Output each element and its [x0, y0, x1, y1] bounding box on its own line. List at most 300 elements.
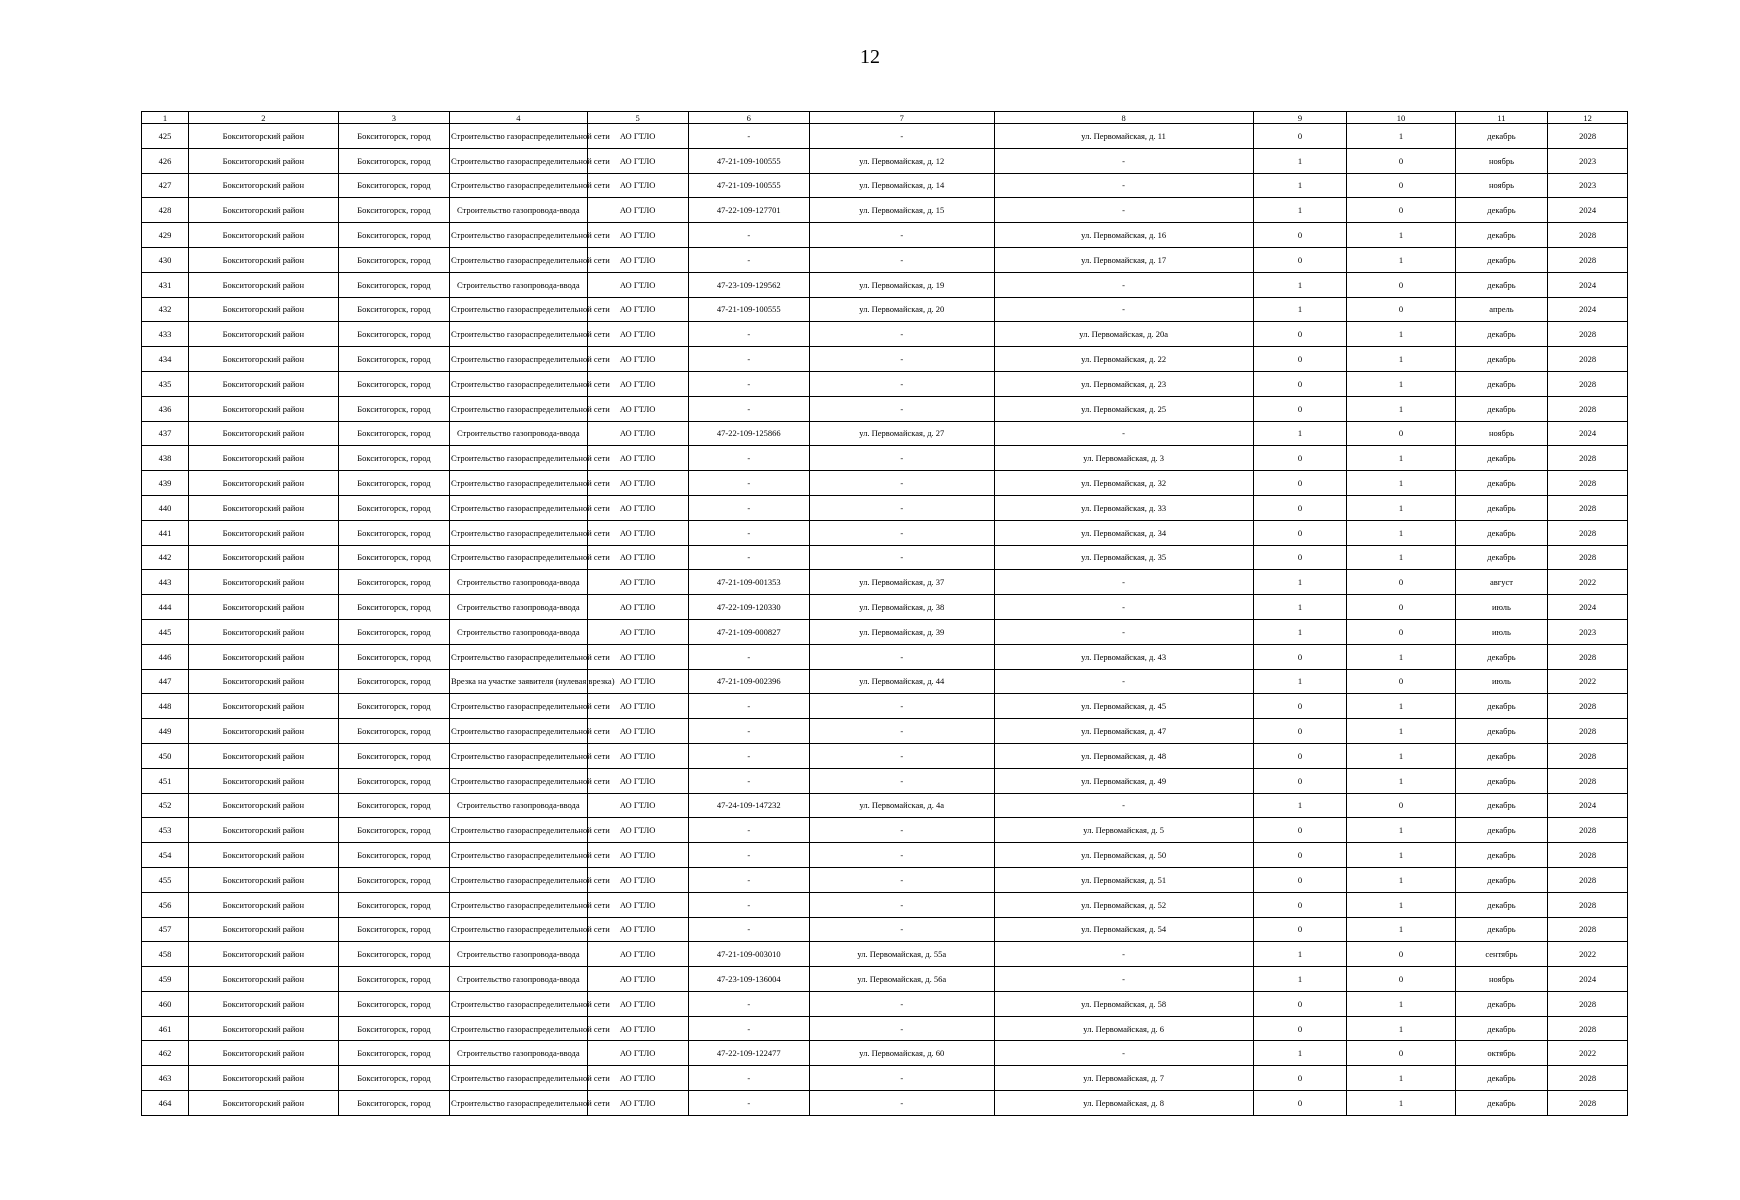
work-type-cell: Строительство газораспределительной сети — [449, 1091, 587, 1116]
count-a-cell: 0 — [1253, 719, 1347, 744]
count-b-cell: 0 — [1347, 272, 1455, 297]
month-cell: декабрь — [1455, 247, 1548, 272]
district-cell: Бокситогорский район — [188, 471, 338, 496]
month-cell: декабрь — [1455, 694, 1548, 719]
district-cell: Бокситогорский район — [188, 322, 338, 347]
column-header: 8 — [994, 112, 1253, 124]
row-number-cell: 463 — [142, 1066, 189, 1091]
contract-number-cell: - — [688, 371, 809, 396]
work-type-cell: Строительство газопровода-ввода — [449, 1041, 587, 1066]
district-cell: Бокситогорский район — [188, 495, 338, 520]
address-cell: - — [809, 247, 994, 272]
month-cell: декабрь — [1455, 124, 1548, 149]
contract-number-cell: - — [688, 1091, 809, 1116]
row-number-cell: 446 — [142, 644, 189, 669]
row-number-cell: 436 — [142, 396, 189, 421]
address-cell: - — [809, 867, 994, 892]
table-row — [142, 942, 1628, 967]
count-a-cell: 1 — [1253, 570, 1347, 595]
district-cell: Бокситогорский район — [188, 917, 338, 942]
address-cell: - — [809, 495, 994, 520]
table-row — [142, 867, 1628, 892]
organization-cell: АО ГТЛО — [587, 942, 688, 967]
address-cell: ул. Первомайская, д. 19 — [809, 272, 994, 297]
address-cell: ул. Первомайская, д. 56а — [809, 967, 994, 992]
row-number-cell: 438 — [142, 446, 189, 471]
count-a-cell: 0 — [1253, 892, 1347, 917]
table-row — [142, 1066, 1628, 1091]
contract-number-cell: 47-23-109-129562 — [688, 272, 809, 297]
month-cell: ноябрь — [1455, 421, 1548, 446]
organization-cell: АО ГТЛО — [587, 173, 688, 198]
year-cell: 2028 — [1548, 818, 1628, 843]
work-type-cell: Строительство газопровода-ввода — [449, 421, 587, 446]
row-number-cell: 433 — [142, 322, 189, 347]
address-network-cell: - — [994, 198, 1253, 223]
month-cell: декабрь — [1455, 322, 1548, 347]
header-row — [142, 112, 1628, 124]
district-cell: Бокситогорский район — [188, 619, 338, 644]
column-header: 7 — [809, 112, 994, 124]
month-cell: декабрь — [1455, 793, 1548, 818]
settlement-cell: Бокситогорск, город — [338, 867, 449, 892]
address-cell: ул. Первомайская, д. 39 — [809, 619, 994, 644]
row-number-cell: 430 — [142, 247, 189, 272]
year-cell: 2028 — [1548, 991, 1628, 1016]
address-cell: - — [809, 322, 994, 347]
year-cell: 2024 — [1548, 272, 1628, 297]
count-a-cell: 0 — [1253, 843, 1347, 868]
organization-cell: АО ГТЛО — [587, 371, 688, 396]
work-type-cell: Строительство газораспределительной сети — [449, 223, 587, 248]
organization-cell: АО ГТЛО — [587, 595, 688, 620]
district-cell: Бокситогорский район — [188, 669, 338, 694]
address-cell: ул. Первомайская, д. 55а — [809, 942, 994, 967]
work-type-cell: Строительство газопровода-ввода — [449, 967, 587, 992]
organization-cell: АО ГТЛО — [587, 644, 688, 669]
organization-cell: АО ГТЛО — [587, 570, 688, 595]
work-type-cell: Строительство газопровода-ввода — [449, 595, 587, 620]
organization-cell: АО ГТЛО — [587, 917, 688, 942]
work-type-cell: Строительство газораспределительной сети — [449, 124, 587, 149]
contract-number-cell: 47-23-109-136004 — [688, 967, 809, 992]
contract-number-cell: - — [688, 1066, 809, 1091]
organization-cell: АО ГТЛО — [587, 843, 688, 868]
organization-cell: АО ГТЛО — [587, 619, 688, 644]
settlement-cell: Бокситогорск, город — [338, 1041, 449, 1066]
count-b-cell: 1 — [1347, 396, 1455, 421]
address-network-cell: - — [994, 793, 1253, 818]
settlement-cell: Бокситогорск, город — [338, 520, 449, 545]
year-cell: 2028 — [1548, 322, 1628, 347]
count-b-cell: 1 — [1347, 1066, 1455, 1091]
year-cell: 2028 — [1548, 917, 1628, 942]
settlement-cell: Бокситогорск, город — [338, 843, 449, 868]
district-cell: Бокситогорский район — [188, 818, 338, 843]
row-number-cell: 427 — [142, 173, 189, 198]
work-type-cell: Строительство газораспределительной сети — [449, 471, 587, 496]
table-row — [142, 396, 1628, 421]
contract-number-cell: - — [688, 446, 809, 471]
address-network-cell: ул. Первомайская, д. 52 — [994, 892, 1253, 917]
year-cell: 2024 — [1548, 421, 1628, 446]
work-type-cell: Строительство газораспределительной сети — [449, 1066, 587, 1091]
district-cell: Бокситогорский район — [188, 991, 338, 1016]
contract-number-cell: - — [688, 991, 809, 1016]
data-table — [141, 111, 1628, 1116]
address-cell: - — [809, 520, 994, 545]
organization-cell: АО ГТЛО — [587, 967, 688, 992]
table-row — [142, 991, 1628, 1016]
year-cell: 2024 — [1548, 793, 1628, 818]
count-b-cell: 1 — [1347, 347, 1455, 372]
contract-number-cell: 47-21-109-003010 — [688, 942, 809, 967]
month-cell: август — [1455, 570, 1548, 595]
month-cell: ноябрь — [1455, 967, 1548, 992]
address-cell: ул. Первомайская, д. 38 — [809, 595, 994, 620]
year-cell: 2028 — [1548, 768, 1628, 793]
address-network-cell: ул. Первомайская, д. 32 — [994, 471, 1253, 496]
contract-number-cell: 47-21-109-002396 — [688, 669, 809, 694]
work-type-cell: Строительство газораспределительной сети — [449, 495, 587, 520]
row-number-cell: 462 — [142, 1041, 189, 1066]
table-row — [142, 1016, 1628, 1041]
work-type-cell: Строительство газораспределительной сети — [449, 644, 587, 669]
work-type-cell: Строительство газораспределительной сети — [449, 446, 587, 471]
count-b-cell: 1 — [1347, 545, 1455, 570]
count-b-cell: 1 — [1347, 917, 1455, 942]
count-a-cell: 0 — [1253, 520, 1347, 545]
count-a-cell: 0 — [1253, 322, 1347, 347]
table-row — [142, 917, 1628, 942]
table-row — [142, 198, 1628, 223]
settlement-cell: Бокситогорск, город — [338, 371, 449, 396]
month-cell: октябрь — [1455, 1041, 1548, 1066]
address-network-cell: ул. Первомайская, д. 51 — [994, 867, 1253, 892]
year-cell: 2028 — [1548, 223, 1628, 248]
count-b-cell: 1 — [1347, 719, 1455, 744]
month-cell: июль — [1455, 595, 1548, 620]
count-a-cell: 1 — [1253, 967, 1347, 992]
month-cell: декабрь — [1455, 719, 1548, 744]
row-number-cell: 453 — [142, 818, 189, 843]
column-header: 1 — [142, 112, 189, 124]
settlement-cell: Бокситогорск, город — [338, 1016, 449, 1041]
table-row — [142, 793, 1628, 818]
settlement-cell: Бокситогорск, город — [338, 471, 449, 496]
organization-cell: АО ГТЛО — [587, 446, 688, 471]
table-row — [142, 446, 1628, 471]
year-cell: 2028 — [1548, 371, 1628, 396]
year-cell: 2023 — [1548, 148, 1628, 173]
address-network-cell: - — [994, 967, 1253, 992]
year-cell: 2028 — [1548, 867, 1628, 892]
work-type-cell: Строительство газораспределительной сети — [449, 396, 587, 421]
address-network-cell: - — [994, 421, 1253, 446]
address-network-cell: ул. Первомайская, д. 33 — [994, 495, 1253, 520]
address-network-cell: - — [994, 272, 1253, 297]
settlement-cell: Бокситогорск, город — [338, 1091, 449, 1116]
contract-number-cell: 47-21-109-001353 — [688, 570, 809, 595]
settlement-cell: Бокситогорск, город — [338, 892, 449, 917]
address-network-cell: ул. Первомайская, д. 17 — [994, 247, 1253, 272]
organization-cell: АО ГТЛО — [587, 719, 688, 744]
month-cell: ноябрь — [1455, 173, 1548, 198]
settlement-cell: Бокситогорск, город — [338, 967, 449, 992]
address-network-cell: - — [994, 619, 1253, 644]
contract-number-cell: - — [688, 892, 809, 917]
row-number-cell: 457 — [142, 917, 189, 942]
settlement-cell: Бокситогорск, город — [338, 173, 449, 198]
table-row — [142, 892, 1628, 917]
address-cell: - — [809, 694, 994, 719]
work-type-cell: Строительство газораспределительной сети — [449, 768, 587, 793]
address-cell: - — [809, 1066, 994, 1091]
row-number-cell: 440 — [142, 495, 189, 520]
count-b-cell: 1 — [1347, 818, 1455, 843]
organization-cell: АО ГТЛО — [587, 991, 688, 1016]
contract-number-cell: - — [688, 347, 809, 372]
table-row — [142, 669, 1628, 694]
month-cell: декабрь — [1455, 272, 1548, 297]
organization-cell: АО ГТЛО — [587, 322, 688, 347]
table-row — [142, 743, 1628, 768]
count-b-cell: 0 — [1347, 173, 1455, 198]
column-header: 9 — [1253, 112, 1347, 124]
count-a-cell: 0 — [1253, 644, 1347, 669]
contract-number-cell: 47-21-109-000827 — [688, 619, 809, 644]
district-cell: Бокситогорский район — [188, 843, 338, 868]
address-cell: - — [809, 396, 994, 421]
district-cell: Бокситогорский район — [188, 371, 338, 396]
count-b-cell: 1 — [1347, 520, 1455, 545]
table-row — [142, 768, 1628, 793]
address-network-cell: - — [994, 570, 1253, 595]
address-cell: - — [809, 371, 994, 396]
contract-number-cell: - — [688, 843, 809, 868]
row-number-cell: 426 — [142, 148, 189, 173]
month-cell: июль — [1455, 619, 1548, 644]
count-a-cell: 0 — [1253, 867, 1347, 892]
settlement-cell: Бокситогорск, город — [338, 818, 449, 843]
organization-cell: АО ГТЛО — [587, 124, 688, 149]
address-cell: - — [809, 917, 994, 942]
month-cell: декабрь — [1455, 1091, 1548, 1116]
row-number-cell: 444 — [142, 595, 189, 620]
address-network-cell: ул. Первомайская, д. 35 — [994, 545, 1253, 570]
address-network-cell: ул. Первомайская, д. 47 — [994, 719, 1253, 744]
count-a-cell: 0 — [1253, 743, 1347, 768]
work-type-cell: Строительство газораспределительной сети — [449, 173, 587, 198]
table-row — [142, 347, 1628, 372]
organization-cell: АО ГТЛО — [587, 495, 688, 520]
work-type-cell: Строительство газопровода-ввода — [449, 570, 587, 595]
address-cell: - — [809, 1091, 994, 1116]
month-cell: декабрь — [1455, 495, 1548, 520]
count-b-cell: 1 — [1347, 867, 1455, 892]
address-cell: ул. Первомайская, д. 60 — [809, 1041, 994, 1066]
count-a-cell: 0 — [1253, 917, 1347, 942]
row-number-cell: 450 — [142, 743, 189, 768]
address-network-cell: - — [994, 148, 1253, 173]
address-cell: ул. Первомайская, д. 27 — [809, 421, 994, 446]
count-b-cell: 1 — [1347, 768, 1455, 793]
year-cell: 2028 — [1548, 1016, 1628, 1041]
address-network-cell: - — [994, 595, 1253, 620]
count-a-cell: 0 — [1253, 396, 1347, 421]
month-cell: декабрь — [1455, 198, 1548, 223]
column-header: 4 — [449, 112, 587, 124]
address-cell: - — [809, 223, 994, 248]
district-cell: Бокситогорский район — [188, 421, 338, 446]
district-cell: Бокситогорский район — [188, 694, 338, 719]
count-a-cell: 0 — [1253, 223, 1347, 248]
settlement-cell: Бокситогорск, город — [338, 198, 449, 223]
contract-number-cell: - — [688, 743, 809, 768]
address-network-cell: ул. Первомайская, д. 54 — [994, 917, 1253, 942]
settlement-cell: Бокситогорск, город — [338, 719, 449, 744]
settlement-cell: Бокситогорск, город — [338, 223, 449, 248]
row-number-cell: 460 — [142, 991, 189, 1016]
organization-cell: АО ГТЛО — [587, 694, 688, 719]
year-cell: 2028 — [1548, 644, 1628, 669]
count-a-cell: 1 — [1253, 198, 1347, 223]
table-row — [142, 297, 1628, 322]
address-network-cell: ул. Первомайская, д. 7 — [994, 1066, 1253, 1091]
year-cell: 2023 — [1548, 173, 1628, 198]
work-type-cell: Строительство газораспределительной сети — [449, 371, 587, 396]
work-type-cell: Врезка на участке заявителя (нулевая врезка) — [449, 669, 587, 694]
row-number-cell: 459 — [142, 967, 189, 992]
count-a-cell: 0 — [1253, 545, 1347, 570]
row-number-cell: 449 — [142, 719, 189, 744]
settlement-cell: Бокситогорск, город — [338, 446, 449, 471]
count-b-cell: 1 — [1347, 322, 1455, 347]
address-cell: ул. Первомайская, д. 44 — [809, 669, 994, 694]
district-cell: Бокситогорский район — [188, 223, 338, 248]
year-cell: 2024 — [1548, 297, 1628, 322]
contract-number-cell: - — [688, 124, 809, 149]
work-type-cell: Строительство газопровода-ввода — [449, 198, 587, 223]
month-cell: декабрь — [1455, 223, 1548, 248]
address-cell: ул. Первомайская, д. 4а — [809, 793, 994, 818]
district-cell: Бокситогорский район — [188, 892, 338, 917]
address-cell: - — [809, 818, 994, 843]
year-cell: 2022 — [1548, 570, 1628, 595]
address-network-cell: - — [994, 942, 1253, 967]
count-b-cell: 1 — [1347, 644, 1455, 669]
address-cell: - — [809, 743, 994, 768]
table-row — [142, 421, 1628, 446]
count-b-cell: 1 — [1347, 495, 1455, 520]
address-cell: - — [809, 1016, 994, 1041]
work-type-cell: Строительство газораспределительной сети — [449, 297, 587, 322]
count-a-cell: 1 — [1253, 1041, 1347, 1066]
month-cell: декабрь — [1455, 743, 1548, 768]
count-b-cell: 1 — [1347, 743, 1455, 768]
row-number-cell: 447 — [142, 669, 189, 694]
count-a-cell: 0 — [1253, 1016, 1347, 1041]
organization-cell: АО ГТЛО — [587, 545, 688, 570]
contract-number-cell: 47-22-109-120330 — [688, 595, 809, 620]
count-a-cell: 0 — [1253, 446, 1347, 471]
organization-cell: АО ГТЛО — [587, 768, 688, 793]
month-cell: декабрь — [1455, 818, 1548, 843]
column-header: 3 — [338, 112, 449, 124]
settlement-cell: Бокситогорск, город — [338, 793, 449, 818]
work-type-cell: Строительство газораспределительной сети — [449, 743, 587, 768]
year-cell: 2028 — [1548, 1091, 1628, 1116]
month-cell: декабрь — [1455, 1066, 1548, 1091]
contract-number-cell: 47-22-109-127701 — [688, 198, 809, 223]
count-b-cell: 1 — [1347, 843, 1455, 868]
district-cell: Бокситогорский район — [188, 198, 338, 223]
district-cell: Бокситогорский район — [188, 173, 338, 198]
settlement-cell: Бокситогорск, город — [338, 768, 449, 793]
district-cell: Бокситогорский район — [188, 124, 338, 149]
count-b-cell: 1 — [1347, 124, 1455, 149]
contract-number-cell: 47-21-109-100555 — [688, 173, 809, 198]
month-cell: апрель — [1455, 297, 1548, 322]
year-cell: 2024 — [1548, 198, 1628, 223]
year-cell: 2028 — [1548, 446, 1628, 471]
month-cell: декабрь — [1455, 644, 1548, 669]
count-b-cell: 0 — [1347, 793, 1455, 818]
district-cell: Бокситогорский район — [188, 967, 338, 992]
year-cell: 2028 — [1548, 247, 1628, 272]
count-b-cell: 0 — [1347, 619, 1455, 644]
address-network-cell: ул. Первомайская, д. 8 — [994, 1091, 1253, 1116]
address-cell: ул. Первомайская, д. 37 — [809, 570, 994, 595]
row-number-cell: 461 — [142, 1016, 189, 1041]
year-cell: 2028 — [1548, 347, 1628, 372]
district-cell: Бокситогорский район — [188, 768, 338, 793]
table-row — [142, 619, 1628, 644]
address-network-cell: - — [994, 669, 1253, 694]
settlement-cell: Бокситогорск, город — [338, 619, 449, 644]
settlement-cell: Бокситогорск, город — [338, 570, 449, 595]
organization-cell: АО ГТЛО — [587, 1041, 688, 1066]
month-cell: декабрь — [1455, 396, 1548, 421]
row-number-cell: 431 — [142, 272, 189, 297]
address-cell: ул. Первомайская, д. 20 — [809, 297, 994, 322]
year-cell: 2028 — [1548, 545, 1628, 570]
count-b-cell: 1 — [1347, 892, 1455, 917]
district-cell: Бокситогорский район — [188, 247, 338, 272]
count-a-cell: 0 — [1253, 371, 1347, 396]
contract-number-cell: - — [688, 396, 809, 421]
address-cell: ул. Первомайская, д. 12 — [809, 148, 994, 173]
address-network-cell: ул. Первомайская, д. 23 — [994, 371, 1253, 396]
contract-number-cell: - — [688, 644, 809, 669]
count-a-cell: 1 — [1253, 421, 1347, 446]
month-cell: декабрь — [1455, 991, 1548, 1016]
table-row — [142, 148, 1628, 173]
work-type-cell: Строительство газораспределительной сети — [449, 917, 587, 942]
count-a-cell: 0 — [1253, 768, 1347, 793]
month-cell: декабрь — [1455, 867, 1548, 892]
row-number-cell: 425 — [142, 124, 189, 149]
count-a-cell: 0 — [1253, 1066, 1347, 1091]
settlement-cell: Бокситогорск, город — [338, 545, 449, 570]
contract-number-cell: 47-21-109-100555 — [688, 297, 809, 322]
count-a-cell: 0 — [1253, 818, 1347, 843]
count-b-cell: 0 — [1347, 942, 1455, 967]
address-network-cell: ул. Первомайская, д. 34 — [994, 520, 1253, 545]
work-type-cell: Строительство газораспределительной сети — [449, 843, 587, 868]
organization-cell: АО ГТЛО — [587, 148, 688, 173]
month-cell: июль — [1455, 669, 1548, 694]
